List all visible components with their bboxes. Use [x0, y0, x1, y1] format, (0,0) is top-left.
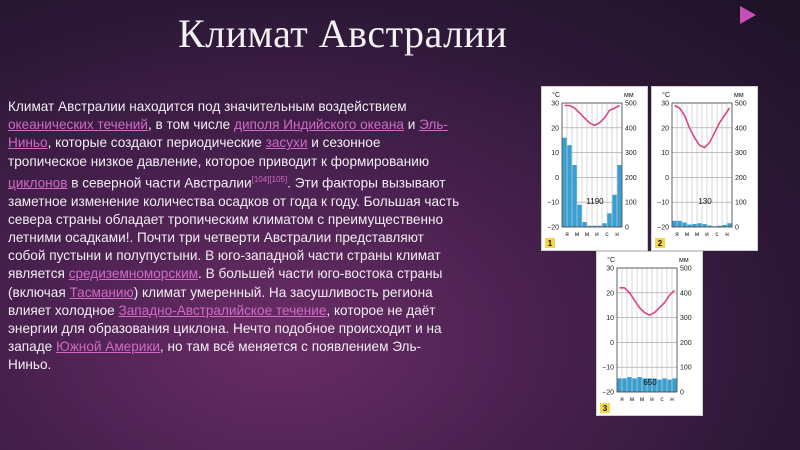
right-tick-label: 400: [735, 125, 747, 133]
precip-bar: [672, 221, 676, 227]
right-tick-label: 300: [625, 150, 637, 158]
precip-bar: [662, 378, 666, 392]
right-unit-label: мм: [734, 92, 744, 99]
right-tick-label: 0: [625, 224, 629, 232]
right-tick-label: 0: [680, 389, 684, 397]
text-run: и: [403, 117, 420, 133]
link-cyclones[interactable]: циклонов: [8, 175, 68, 191]
left-tick-label: 20: [551, 125, 559, 133]
precip-bar: [612, 195, 616, 227]
link-ocean-currents[interactable]: океанических течений: [8, 117, 148, 133]
left-tick-label: 30: [551, 100, 559, 108]
text-run: , в том числе: [147, 117, 235, 133]
panel-number-label: 2: [657, 239, 663, 248]
month-label: м: [684, 231, 690, 238]
left-tick-label: −10: [547, 199, 559, 207]
left-tick-label: 10: [551, 150, 559, 158]
link-droughts[interactable]: засухи: [265, 135, 308, 151]
right-tick-label: 100: [625, 199, 637, 207]
precip-bar: [692, 224, 696, 227]
left-unit-label: °C: [662, 92, 670, 99]
link-south-america[interactable]: Южной Америки: [55, 339, 160, 355]
left-tick-label: 10: [606, 315, 614, 323]
precip-bar: [622, 378, 626, 392]
annual-precipitation-label: 130: [698, 197, 712, 206]
precip-bar: [697, 223, 701, 227]
right-tick-label: 300: [735, 150, 747, 158]
precip-bar: [562, 138, 566, 227]
right-tick-label: 300: [680, 315, 692, 323]
left-tick-label: 10: [661, 150, 669, 158]
month-label: я: [675, 231, 679, 238]
precip-bar: [567, 145, 571, 227]
text-run: Климат Австралии находится под значительным воздействием: [8, 99, 407, 114]
left-tick-label: 30: [606, 265, 614, 273]
accent-triangle: [740, 6, 756, 24]
month-label: м: [574, 231, 580, 238]
month-label: м: [694, 231, 700, 238]
left-tick-label: −20: [602, 389, 614, 397]
precip-bar: [672, 378, 676, 392]
left-tick-label: 20: [606, 290, 614, 298]
left-tick-label: 0: [610, 339, 614, 347]
month-label: м: [584, 231, 590, 238]
left-unit-label: °C: [607, 257, 615, 264]
link-west-australian-current[interactable]: Западно-Австралийское течение: [118, 302, 327, 318]
text-run: и сезонное тропическое низкое давление, которое приводит к формированию: [8, 135, 430, 169]
right-tick-label: 500: [680, 265, 692, 273]
precip-bar: [617, 165, 621, 227]
precip-bar: [657, 380, 661, 392]
month-label: м: [639, 396, 645, 403]
precip-bar: [637, 377, 641, 392]
precip-bar: [667, 380, 671, 392]
left-tick-label: 20: [661, 125, 669, 133]
left-tick-label: 30: [661, 100, 669, 108]
right-tick-label: 200: [625, 174, 637, 182]
annual-precipitation-label: 650: [643, 378, 657, 387]
annual-precipitation-label: 1190: [586, 197, 604, 206]
precip-bar: [602, 223, 606, 227]
left-tick-label: 0: [555, 174, 559, 182]
climate-chart-panel-3: [596, 251, 703, 416]
month-label: я: [565, 231, 569, 238]
precip-bar: [632, 378, 636, 392]
month-label: н: [670, 396, 674, 403]
right-unit-label: мм: [679, 257, 689, 264]
precip-bar: [727, 223, 731, 227]
right-tick-label: 100: [735, 199, 747, 207]
text-run: , которое не даёт энергии для образования циклона. Нечто подобное происходит и на западе: [8, 302, 442, 355]
text-run: в северной части Австралии: [67, 175, 252, 191]
month-label: и: [650, 396, 654, 403]
climate-chart-1: [542, 87, 647, 250]
body-paragraph: [8, 98, 460, 375]
climate-chart-panel-1: [541, 86, 648, 251]
link-indian-ocean-dipole[interactable]: диполя Индийского океана: [234, 117, 404, 133]
right-tick-label: 100: [680, 364, 692, 372]
right-tick-label: 200: [735, 174, 747, 182]
right-tick-label: 200: [680, 339, 692, 347]
precip-bar: [582, 222, 586, 227]
left-tick-label: −10: [657, 199, 669, 207]
month-label: и: [595, 231, 599, 238]
text-run: . В большей части юго-востока страны (включая: [8, 266, 443, 300]
link-el-nino[interactable]: Эль-Ниньо: [8, 117, 448, 151]
right-tick-label: 400: [625, 125, 637, 133]
month-label: н: [725, 231, 729, 238]
climate-chart-2: [652, 87, 757, 250]
panel-number-label: 3: [602, 404, 608, 413]
climate-chart-panel-2: [651, 86, 758, 251]
right-unit-label: мм: [624, 92, 634, 99]
month-label: м: [629, 396, 635, 403]
right-tick-label: 500: [735, 100, 747, 108]
left-tick-label: 0: [665, 174, 669, 182]
month-label: я: [620, 396, 624, 403]
text-run: !. Почти три четверти Австралии представляют собой пустыни и полупустыни. В юго-западной части страны климат является: [8, 229, 441, 282]
month-label: и: [705, 231, 709, 238]
left-tick-label: −20: [547, 224, 559, 232]
precip-bar: [577, 205, 581, 227]
link-mediterranean[interactable]: средиземноморским: [68, 266, 199, 282]
left-unit-label: °C: [552, 92, 560, 99]
reference-footnote[interactable]: [104][105]: [251, 174, 288, 184]
precip-bar: [677, 221, 681, 227]
precip-bar: [617, 378, 621, 392]
right-tick-label: 400: [680, 290, 692, 298]
month-label: с: [605, 231, 609, 238]
climate-chart-3: [597, 252, 702, 415]
left-tick-label: −20: [657, 224, 669, 232]
right-tick-label: 0: [735, 224, 739, 232]
month-label: с: [715, 231, 719, 238]
precip-bar: [572, 165, 576, 227]
panel-number-label: 1: [547, 239, 553, 248]
precip-bar: [607, 213, 611, 227]
left-tick-label: −10: [602, 364, 614, 372]
link-tasmania[interactable]: Тасманию: [69, 284, 134, 300]
text-run: ) климат умеренный. На засушливость региона влияет холодное: [8, 284, 433, 318]
text-run: , которые создают периодические: [47, 135, 266, 151]
precip-bar: [682, 223, 686, 227]
precip-bar: [702, 224, 706, 227]
slide-title: Климат Австралии: [178, 11, 508, 56]
text-run: . Эти факторы вызывают заметное изменение количества осадков от года к году. Большая часть севера страны обладает тропическим климатом с преимущественно летними осадками: [8, 175, 460, 245]
month-label: с: [660, 396, 664, 403]
precip-bar: [627, 377, 631, 392]
right-tick-label: 500: [625, 100, 637, 108]
month-label: н: [615, 231, 619, 238]
text-run: , но там всё меняется с появлением Эль-Ниньо.: [8, 339, 422, 373]
